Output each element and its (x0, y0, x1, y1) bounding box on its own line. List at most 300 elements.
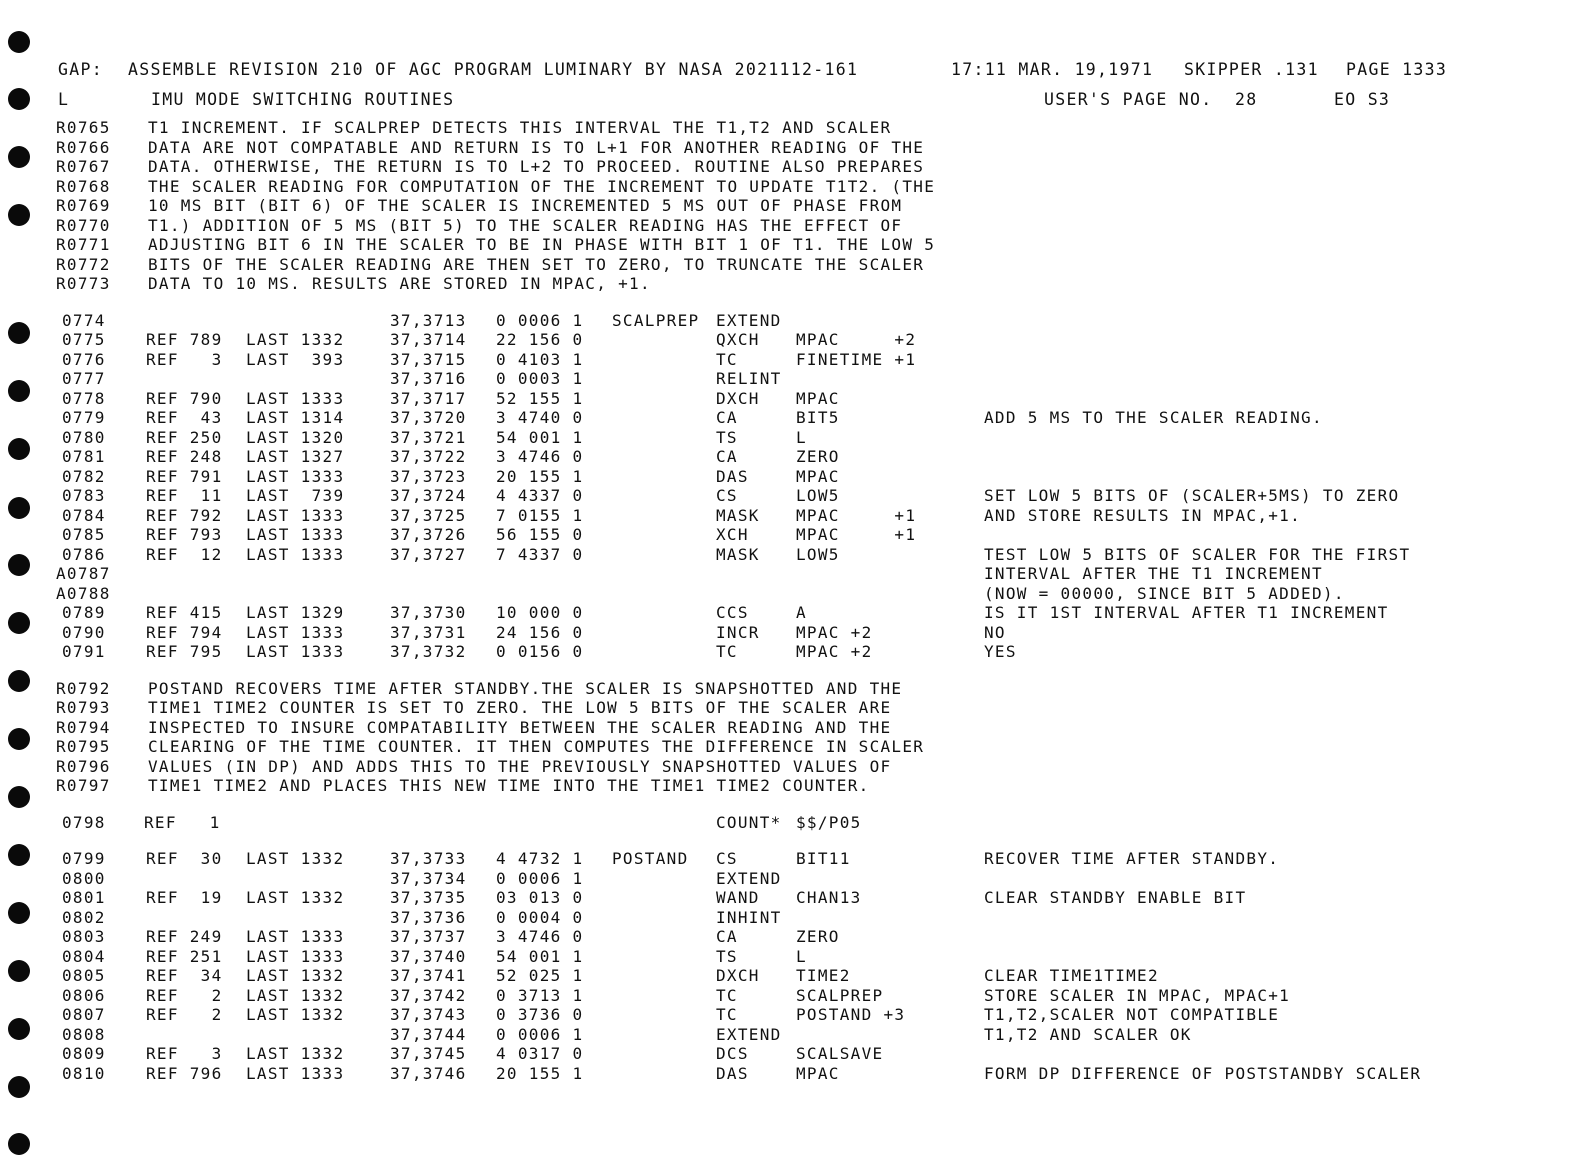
page-subheader (56, 82, 1566, 118)
binder-hole (8, 146, 30, 168)
spacer (56, 832, 1566, 849)
binder-hole (8, 1076, 30, 1098)
last-field: LAST 1333 (246, 622, 345, 642)
address-field: 37,3723 (390, 466, 467, 486)
last-field: LAST 1314 (246, 408, 345, 427)
octal-word: 7 0155 1 (496, 505, 584, 525)
subheader-section: IMU MODE SWITCHING ROUTINES (151, 90, 455, 109)
ref-field: REF 791 (146, 466, 223, 486)
opcode-field: CS (716, 486, 738, 505)
address-field: 37,3734 (390, 868, 467, 888)
line-number: 0803 (62, 927, 106, 946)
page-header (56, 58, 1566, 82)
comment-field: INTERVAL AFTER THE T1 INCREMENT (984, 564, 1323, 583)
operand-field: MPAC (796, 1063, 840, 1083)
operand-field: MPAC (796, 466, 840, 486)
line-number: 0801 (62, 888, 106, 907)
octal-word: 0 4103 1 (496, 349, 584, 369)
octal-word: 4 0317 0 (496, 1044, 584, 1063)
line-number: 0798 (62, 812, 106, 832)
code-line (56, 869, 1566, 889)
operand-field: CHAN13 (796, 888, 862, 907)
spacer (56, 662, 1566, 679)
binder-hole (8, 554, 30, 576)
code-line (56, 603, 1566, 623)
line-number: R0769 (56, 196, 111, 215)
operand-field: ZERO (796, 927, 840, 946)
opcode-field: CA (716, 408, 738, 427)
line-number: 0784 (62, 505, 106, 525)
line-number: 0799 (62, 849, 106, 868)
last-field: LAST 1332 (246, 1005, 345, 1024)
binder-hole (8, 612, 30, 634)
line-number: A0788 (56, 583, 111, 603)
code-line (56, 986, 1566, 1006)
octal-word: 3 4740 0 (496, 408, 584, 427)
operand-field: MPAC +2 (796, 330, 917, 349)
code-line (56, 564, 1566, 584)
line-number: 0774 (62, 310, 106, 330)
operand-field: ZERO (796, 447, 840, 466)
ref-field: REF 793 (146, 525, 223, 544)
octal-word: 54 001 1 (496, 427, 584, 447)
opcode-field: CA (716, 927, 738, 946)
code-line (56, 1025, 1566, 1045)
remark-text: BITS OF THE SCALER READING ARE THEN SET TO ZERO, TO TRUNCATE THE SCALER (148, 254, 925, 274)
opcode-field: CA (716, 447, 738, 466)
opcode-field: INHINT (716, 907, 782, 927)
octal-word: 0 0003 1 (496, 369, 584, 388)
opcode-field: RELINT (716, 369, 782, 388)
remark-text: THE SCALER READING FOR COMPUTATION OF THE INCREMENT TO UPDATE T1T2. (THE (148, 176, 936, 196)
address-field: 37,3727 (390, 544, 467, 564)
subheader-users-page: USER'S PAGE NO. 28 (1044, 90, 1258, 109)
comment-field: SET LOW 5 BITS OF (SCALER+5MS) TO ZERO (984, 486, 1400, 505)
address-field: 37,3742 (390, 985, 467, 1005)
opcode-field: XCH (716, 525, 749, 544)
line-number: R0793 (56, 698, 111, 717)
operand-field: TIME2 (796, 966, 851, 985)
octal-word: 7 4337 0 (496, 544, 584, 564)
line-number: 0783 (62, 486, 106, 505)
comment-field: YES (984, 642, 1017, 661)
address-field: 37,3736 (390, 907, 467, 927)
octal-word: 4 4732 1 (496, 849, 584, 868)
ref-field: REF 2 (146, 1005, 223, 1024)
ref-field: REF 1 (144, 812, 221, 832)
address-field: 37,3746 (390, 1063, 467, 1083)
last-field: LAST 1333 (246, 505, 345, 525)
remark-text: POSTAND RECOVERS TIME AFTER STANDBY.THE SCALER IS SNAPSHOTTED AND THE (148, 678, 903, 698)
address-field: 37,3735 (390, 888, 467, 907)
header-time: 17:11 MAR. 19,1971 (951, 60, 1154, 79)
octal-word: 22 156 0 (496, 330, 584, 349)
address-field: 37,3716 (390, 369, 467, 388)
opcode-field: CS (716, 849, 738, 868)
octal-word: 0 0004 0 (496, 907, 584, 927)
octal-word: 0 0006 1 (496, 310, 584, 330)
header-gap: GAP: (58, 60, 103, 79)
line-number: R0765 (56, 118, 111, 137)
address-field: 37,3731 (390, 622, 467, 642)
code-line (56, 330, 1566, 350)
binder-hole (8, 728, 30, 750)
address-field: 37,3726 (390, 525, 467, 544)
operand-field: LOW5 (796, 486, 840, 505)
operand-field: MPAC (796, 388, 840, 408)
comment-field: STORE SCALER IN MPAC, MPAC+1 (984, 985, 1291, 1005)
line-number: R0796 (56, 756, 111, 776)
comment-field: NO (984, 622, 1006, 642)
ref-field: REF 792 (146, 505, 223, 525)
remark-line (56, 177, 1566, 197)
code-line (56, 408, 1566, 428)
listing-page (56, 58, 1566, 1083)
line-number: R0794 (56, 717, 111, 737)
remark-line (56, 216, 1566, 236)
last-field: LAST 739 (246, 486, 345, 505)
ref-field: REF 415 (146, 603, 223, 622)
binder-hole (8, 786, 30, 808)
remark-text: CLEARING OF THE TIME COUNTER. IT THEN COMPUTES THE DIFFERENCE IN SCALER (148, 737, 925, 756)
last-field: LAST 393 (246, 349, 345, 369)
binder-hole (8, 322, 30, 344)
opcode-field: QXCH (716, 330, 760, 349)
remark-text: T1 INCREMENT. IF SCALPREP DETECTS THIS INTERVAL THE T1,T2 AND SCALER (148, 118, 892, 137)
comment-field: CLEAR STANDBY ENABLE BIT (984, 888, 1247, 907)
line-number: 0790 (62, 622, 106, 642)
operand-field: A (796, 603, 807, 622)
code-line (56, 1044, 1566, 1064)
octal-word: 0 0006 1 (496, 1024, 584, 1044)
last-field: LAST 1333 (246, 642, 345, 661)
remarks-block-1 (56, 118, 1566, 294)
last-field: LAST 1333 (246, 927, 345, 946)
line-number: 0806 (62, 985, 106, 1005)
operand-field: SCALSAVE (796, 1044, 884, 1063)
remark-text: TIME1 TIME2 COUNTER IS SET TO ZERO. THE LOW 5 BITS OF THE SCALER ARE (148, 698, 892, 717)
opcode-field: INCR (716, 622, 760, 642)
ref-field: REF 790 (146, 388, 223, 408)
ref-field: REF 19 (146, 888, 223, 907)
opcode-field: EXTEND (716, 868, 782, 888)
ref-field: REF 3 (146, 1044, 223, 1063)
opcode-field: MASK (716, 505, 760, 525)
octal-word: 0 3736 0 (496, 1005, 584, 1024)
remark-text: 10 MS BIT (BIT 6) OF THE SCALER IS INCREMENTED 5 MS OUT OF PHASE FROM (148, 196, 903, 215)
operand-field: BIT5 (796, 408, 840, 427)
last-field: LAST 1332 (246, 985, 345, 1005)
octal-word: 0 0156 0 (496, 642, 584, 661)
binder-hole (8, 960, 30, 982)
operand-field: L (796, 946, 807, 966)
code-line (56, 428, 1566, 448)
ref-field: REF 11 (146, 486, 223, 505)
line-number: R0795 (56, 737, 111, 756)
address-field: 37,3732 (390, 642, 467, 661)
line-number: 0780 (62, 427, 106, 447)
line-number: A0787 (56, 564, 111, 583)
line-number: 0802 (62, 907, 106, 927)
address-field: 37,3713 (390, 310, 467, 330)
remark-line (56, 157, 1566, 177)
line-number: 0805 (62, 966, 106, 985)
spacer (56, 294, 1566, 311)
address-field: 37,3725 (390, 505, 467, 525)
code-line (56, 642, 1566, 662)
opcode-field: TC (716, 642, 738, 661)
comment-field: AND STORE RESULTS IN MPAC,+1. (984, 505, 1302, 525)
octal-word: 3 4746 0 (496, 927, 584, 946)
operand-field: BIT11 (796, 849, 851, 868)
opcode-field: TS (716, 946, 738, 966)
address-field: 37,3722 (390, 447, 467, 466)
code-line (56, 888, 1566, 908)
ref-field: REF 789 (146, 330, 223, 349)
code-line (56, 350, 1566, 370)
code-block-2 (56, 849, 1566, 1083)
remark-line (56, 196, 1566, 216)
line-number: 0775 (62, 330, 106, 349)
code-block-1 (56, 311, 1566, 662)
line-number: R0770 (56, 215, 111, 235)
line-number: 0809 (62, 1044, 106, 1063)
line-number: 0804 (62, 946, 106, 966)
subheader-eo: EO S3 (1334, 90, 1391, 109)
last-field: LAST 1327 (246, 447, 345, 466)
octal-word: 52 155 1 (496, 388, 584, 408)
remark-text: DATA. OTHERWISE, THE RETURN IS TO L+2 TO PROCEED. ROUTINE ALSO PREPARES (148, 157, 925, 176)
address-field: 37,3717 (390, 388, 467, 408)
ref-field: REF 34 (146, 966, 223, 985)
remark-line (56, 235, 1566, 255)
octal-word: 56 155 0 (496, 525, 584, 544)
opcode-field: DXCH (716, 966, 760, 985)
line-number: 0786 (62, 544, 106, 564)
address-field: 37,3733 (390, 849, 467, 868)
binder-hole (8, 844, 30, 866)
ref-field: REF 794 (146, 622, 223, 642)
code-line (56, 369, 1566, 389)
comment-field: RECOVER TIME AFTER STANDBY. (984, 849, 1280, 868)
binder-hole (8, 1018, 30, 1040)
octal-word: 24 156 0 (496, 622, 584, 642)
line-number: 0789 (62, 603, 106, 622)
last-field: LAST 1320 (246, 427, 345, 447)
ref-field: REF 43 (146, 408, 223, 427)
code-line (56, 447, 1566, 467)
remark-text: INSPECTED TO INSURE COMPATABILITY BETWEEN THE SCALER READING AND THE (148, 717, 892, 737)
last-field: LAST 1329 (246, 603, 345, 622)
line-number: R0766 (56, 137, 111, 157)
last-field: LAST 1333 (246, 388, 345, 408)
opcode-field: DAS (716, 466, 749, 486)
octal-word: 03 013 0 (496, 888, 584, 907)
code-line (56, 927, 1566, 947)
opcode-field: TS (716, 427, 738, 447)
code-line (56, 311, 1566, 331)
comment-field: CLEAR TIME1TIME2 (984, 966, 1159, 985)
last-field: LAST 1332 (246, 330, 345, 349)
address-field: 37,3721 (390, 427, 467, 447)
remark-line (56, 679, 1566, 699)
ref-field: REF 2 (146, 985, 223, 1005)
operand-field: L (796, 427, 807, 447)
octal-word: 20 155 1 (496, 1063, 584, 1083)
label-field: SCALPREP (612, 310, 700, 330)
last-field: LAST 1333 (246, 1063, 345, 1083)
line-number: 0779 (62, 408, 106, 427)
opcode-field: TC (716, 1005, 738, 1024)
last-field: LAST 1332 (246, 1044, 345, 1063)
binder-hole (8, 670, 30, 692)
address-field: 37,3743 (390, 1005, 467, 1024)
binder-hole (8, 204, 30, 226)
operand-field: MPAC +2 (796, 622, 873, 642)
comment-field: T1,T2,SCALER NOT COMPATIBLE (984, 1005, 1280, 1024)
line-number: 0776 (62, 349, 106, 369)
ref-field: REF 12 (146, 544, 223, 564)
line-number: 0782 (62, 466, 106, 486)
line-number: 0781 (62, 447, 106, 466)
binder-hole (8, 438, 30, 460)
address-field: 37,3745 (390, 1044, 467, 1063)
code-line (56, 849, 1566, 869)
remark-line (56, 737, 1566, 757)
binder-hole (8, 380, 30, 402)
line-number: 0778 (62, 388, 106, 408)
header-page: PAGE 1333 (1346, 60, 1448, 79)
line-number: R0772 (56, 254, 111, 274)
address-field: 37,3741 (390, 966, 467, 985)
ref-field: REF 795 (146, 642, 223, 661)
remark-text: TIME1 TIME2 AND PLACES THIS NEW TIME INTO THE TIME1 TIME2 COUNTER. (148, 776, 870, 795)
operand-field: POSTAND +3 (796, 1005, 906, 1024)
remark-text: DATA TO 10 MS. RESULTS ARE STORED IN MPAC, +1. (148, 274, 651, 293)
subheader-log: L (58, 90, 70, 109)
opcode-field: MASK (716, 544, 760, 564)
address-field: 37,3740 (390, 946, 467, 966)
last-field: LAST 1332 (246, 888, 345, 907)
code-line (56, 467, 1566, 487)
opcode-field: DCS (716, 1044, 749, 1063)
code-line (56, 506, 1566, 526)
opcode-field: EXTEND (716, 1024, 782, 1044)
line-number: R0773 (56, 274, 111, 293)
remark-line (56, 274, 1566, 294)
header-title: ASSEMBLE REVISION 210 OF AGC PROGRAM LUMINARY BY NASA 2021112-161 (128, 60, 859, 79)
operand-field: LOW5 (796, 544, 840, 564)
ref-field: REF 796 (146, 1063, 223, 1083)
address-field: 37,3724 (390, 486, 467, 505)
comment-field: ADD 5 MS TO THE SCALER READING. (984, 408, 1323, 427)
comment-field: IS IT 1ST INTERVAL AFTER T1 INCREMENT (984, 603, 1389, 622)
line-number: 0808 (62, 1024, 106, 1044)
binder-hole (8, 497, 30, 519)
remark-line (56, 776, 1566, 796)
remark-text: ADJUSTING BIT 6 IN THE SCALER TO BE IN PHASE WITH BIT 1 OF T1. THE LOW 5 (148, 235, 936, 254)
binder-hole (8, 31, 30, 53)
operand-field: $$/P05 (796, 812, 862, 832)
opcode-field: COUNT* (716, 812, 782, 832)
remarks-block-2 (56, 679, 1566, 796)
code-line (56, 623, 1566, 643)
line-number: 0777 (62, 369, 106, 388)
remark-text: T1.) ADDITION OF 5 MS (BIT 5) TO THE SCALER READING HAS THE EFFECT OF (148, 215, 903, 235)
code-line (56, 486, 1566, 506)
address-field: 37,3744 (390, 1024, 467, 1044)
octal-word: 54 001 1 (496, 946, 584, 966)
operand-field: FINETIME +1 (796, 349, 917, 369)
last-field: LAST 1333 (246, 544, 345, 564)
comment-field: FORM DP DIFFERENCE OF POSTSTANDBY SCALER (984, 1063, 1422, 1083)
last-field: LAST 1333 (246, 525, 345, 544)
address-field: 37,3730 (390, 603, 467, 622)
ref-field: REF 3 (146, 349, 223, 369)
octal-word: 4 4337 0 (496, 486, 584, 505)
address-field: 37,3737 (390, 927, 467, 946)
remark-line (56, 138, 1566, 158)
code-line (56, 1064, 1566, 1084)
ref-field: REF 251 (146, 946, 223, 966)
operand-field: MPAC +1 (796, 505, 917, 525)
opcode-field: EXTEND (716, 310, 782, 330)
octal-word: 0 3713 1 (496, 985, 584, 1005)
octal-word: 10 000 0 (496, 603, 584, 622)
label-field: POSTAND (612, 849, 689, 868)
opcode-field: TC (716, 349, 738, 369)
spacer (56, 796, 1566, 813)
header-skipper: SKIPPER .131 (1184, 60, 1319, 79)
opcode-field: DXCH (716, 388, 760, 408)
code-line (56, 1005, 1566, 1025)
line-number: 0791 (62, 642, 106, 661)
line-number: 0810 (62, 1063, 106, 1083)
opcode-field: TC (716, 985, 738, 1005)
address-field: 37,3714 (390, 330, 467, 349)
last-field: LAST 1333 (246, 466, 345, 486)
remark-line (56, 757, 1566, 777)
code-line (56, 545, 1566, 565)
line-number: 0785 (62, 525, 106, 544)
binder-holes (0, 0, 40, 1167)
ref-field: REF 250 (146, 427, 223, 447)
code-line (56, 584, 1566, 604)
line-number: R0797 (56, 776, 111, 795)
opcode-field: CCS (716, 603, 749, 622)
opcode-field: DAS (716, 1063, 749, 1083)
ref-field: REF 248 (146, 447, 223, 466)
code-line (56, 908, 1566, 928)
line-number: R0768 (56, 176, 111, 196)
code-line (56, 525, 1566, 545)
last-field: LAST 1332 (246, 849, 345, 868)
binder-hole (8, 1133, 30, 1155)
remark-line (56, 718, 1566, 738)
binder-hole (8, 902, 30, 924)
comment-field: TEST LOW 5 BITS OF SCALER FOR THE FIRST (984, 544, 1411, 564)
address-field: 37,3720 (390, 408, 467, 427)
operand-field: SCALPREP (796, 985, 884, 1005)
ref-field: REF 249 (146, 927, 223, 946)
line-number: R0771 (56, 235, 111, 254)
line-number: R0792 (56, 678, 111, 698)
code-line (56, 947, 1566, 967)
address-field: 37,3715 (390, 349, 467, 369)
last-field: LAST 1333 (246, 946, 345, 966)
operand-field: MPAC +1 (796, 525, 917, 544)
octal-word: 20 155 1 (496, 466, 584, 486)
